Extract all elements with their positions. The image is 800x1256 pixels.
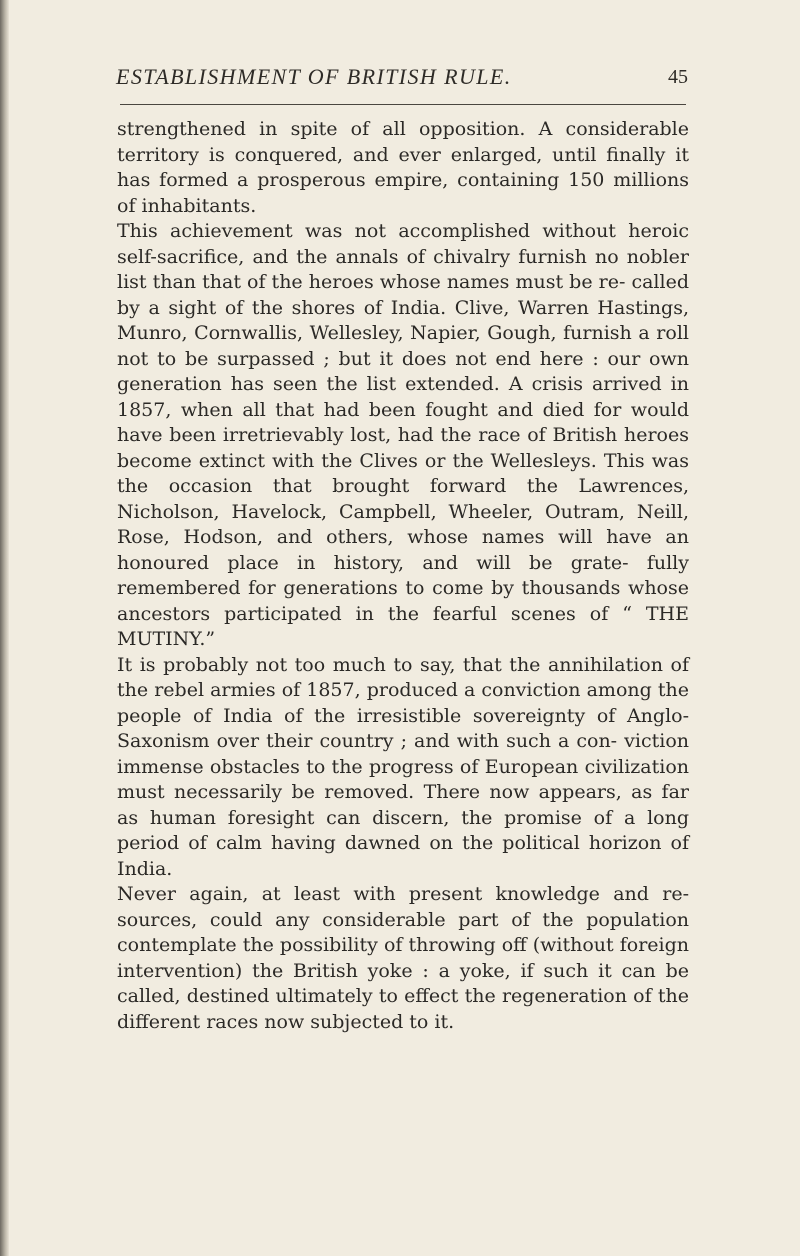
body-text [117,117,689,1035]
paragraph-3: It is probably not too much to say, that the annihilation of the rebel armies of 1857, produced a conviction among the people of India of the irresistible sovereignty of Anglo-Saxonism over their country ; and with such a con- viction immense obstacles to the progress of European civilization must necessarily be removed. There now appears, as far as human foresight can discern, the promise of a long period of calm having dawned on the political horizon of India. [117,653,689,880]
page-number: 45 [668,66,688,88]
paragraph-1: strengthened in spite of all opposition. A considerable territory is conquered, and ever enlarged, until finally it has formed a prosperous empire, containing 150 millions of inhabitants. [117,118,689,217]
header-rule [120,104,686,105]
page-header [116,64,688,94]
paragraph-4: Never again, at least with present knowledge and re- sources, could any considerable part of the population contemplate the possibility of throwing off (without foreign intervention) the British yoke : a yoke, if such it can be called, destined ultimately to effect the regeneration of the different races now subjected to it. [117,883,689,1033]
page-binding-edge [0,0,9,1256]
running-title: ESTABLISHMENT OF BRITISH RULE. [116,64,512,89]
paragraph-2: This achievement was not accomplished without heroic self-sacrifice, and the annals of chivalry furnish no nobler list than that of the heroes whose names must be re- called by a sight of the shores of India. Clive, Warren Hastings, Munro, Cornwallis, Wellesley, Napier, Gough, furnish a roll not to be surpassed ; but it does not end here : our own generation has seen the list extended. A crisis arrived in 1857, when all that had been fought and died for would have been irretrievably lost, had the race of British heroes become extinct with the Clives or the Wellesleys. This was the occasion that brought forward the Lawrences, Nicholson, Havelock, Campbell, Wheeler, Outram, Neill, Rose, Hodson, and others, whose names will have an honoured place in history, and will be grate- fully remembered for generations to come by thousands whose ancestors participated in the fearful scenes of “ THE MUTINY.” [117,220,689,650]
